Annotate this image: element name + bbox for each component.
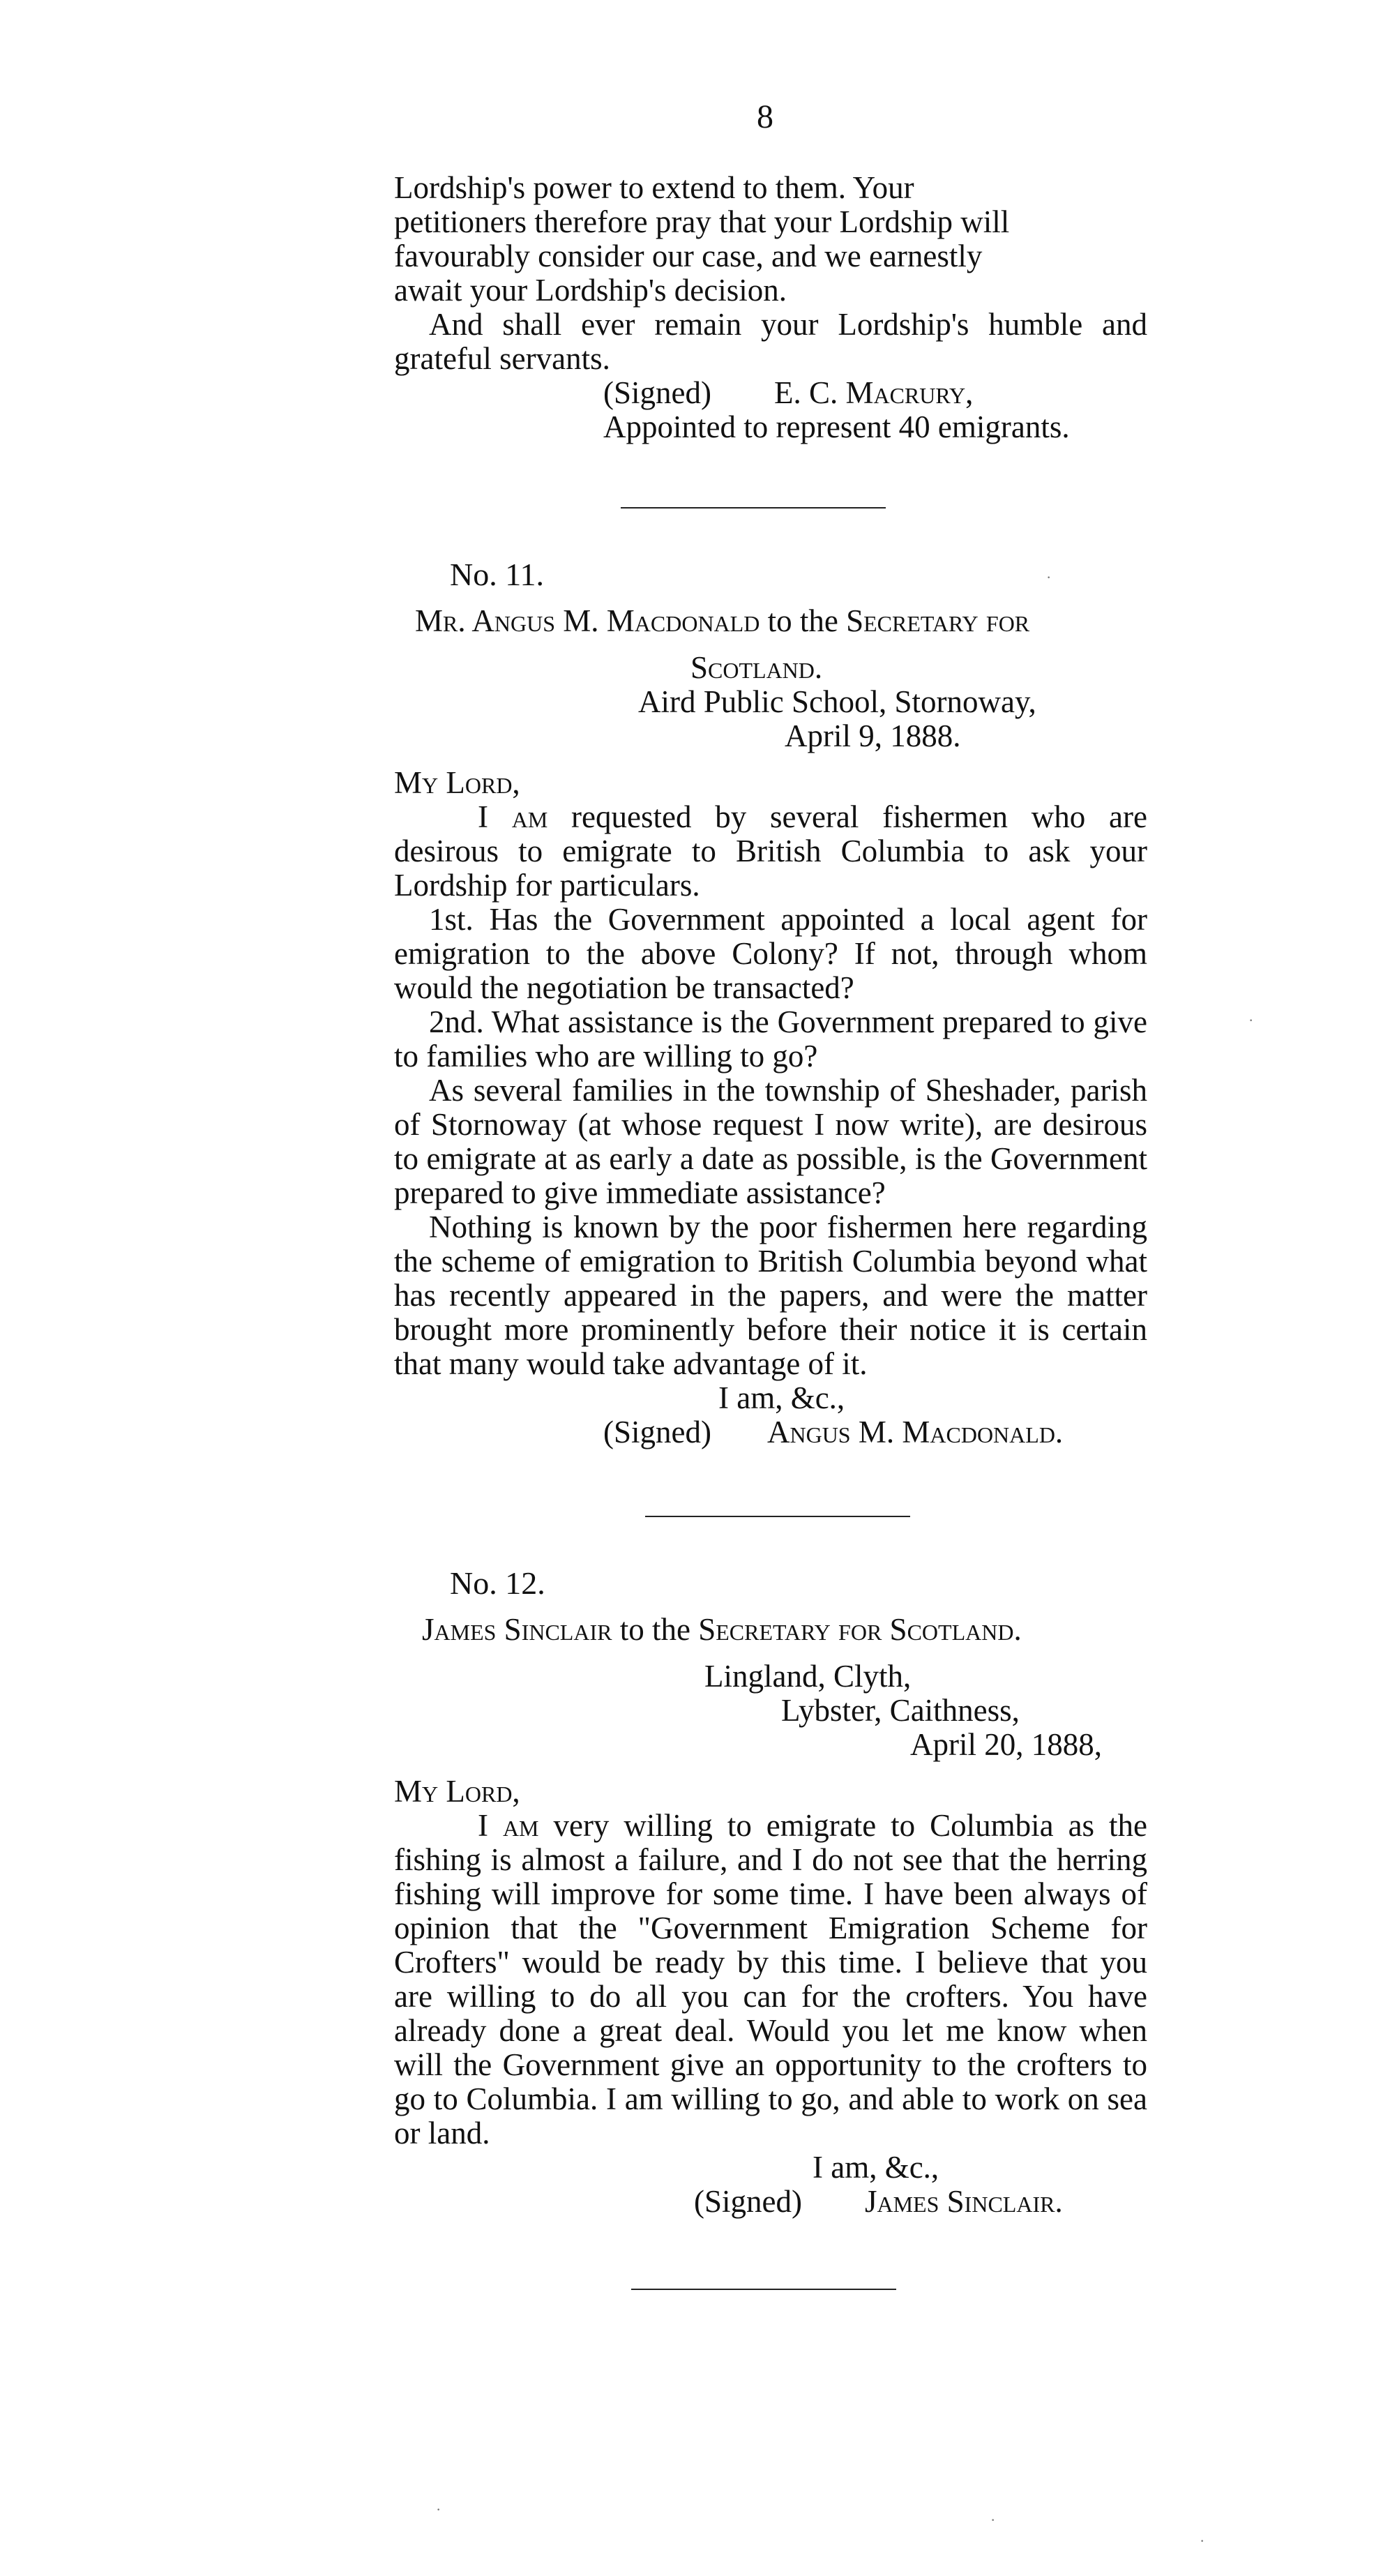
scan-speck: ·: [990, 2511, 996, 2529]
closing-line: I am, &c.,: [718, 1380, 845, 1415]
letter-date: April 20, 1888,: [910, 1727, 1102, 1762]
recipient-title: Secretary for: [846, 603, 1030, 638]
salutation: My Lord,: [394, 765, 520, 800]
body-paragraph: As several families in the township of Sheshader, parish of Stornoway (at whose request I now write), are desirous to emigrate at as early a date as possible, is the Government prepared to give immediate assistance?: [394, 1073, 1147, 1210]
signature-line: [394, 1415, 1147, 1449]
scan-speck: ·: [1046, 568, 1052, 586]
opening-words: I am: [478, 799, 548, 834]
sender-name: James Sinclair: [422, 1612, 612, 1647]
recipient-title: Secretary for Scotland.: [698, 1612, 1022, 1647]
paragraph-text: requested by several fishermen who are desirous to emigrate to British Columbia to ask your Lordship for particulars.: [394, 799, 1147, 903]
continuation-line: petitioners therefore pray that your Lordship will: [394, 204, 1010, 239]
paragraph-text: very willing to emigrate to Columbia as the fishing is almost a failure, and I do not see that the herring fishing will improve for some time. I have been always of opinion that the "Government Emigration Scheme for Crofters" would be ready by this time. I believe that you are willing to do all you can for the crofters. You have already done a great deal. Would you let me know when will the Government give an opportunity to the crofters to go to Columbia. I am willing to go, and able to work on sea or land.: [394, 1808, 1147, 2151]
letter-number: No. 11.: [450, 557, 545, 592]
letter-heading: [394, 604, 1147, 638]
letter-no-12: [394, 1566, 1147, 2219]
signer-name: E. C. Macrury,: [773, 375, 974, 410]
section-divider: [631, 2289, 896, 2290]
signed-label: (Signed): [694, 2184, 802, 2219]
heading-connector: to the: [760, 603, 847, 638]
body-paragraph: [394, 1809, 1147, 2151]
closing-line: I am, &c.,: [813, 2150, 939, 2185]
scan-speck: ·: [436, 2501, 441, 2518]
scan-speck: ·: [1248, 1011, 1254, 1029]
letter-heading: [394, 1613, 1147, 1647]
continuation-line: favourably consider our case, and we earnestly: [394, 239, 983, 273]
continuation-line: await your Lordship's decision.: [394, 273, 787, 308]
salutation: My Lord,: [394, 1774, 520, 1809]
body-paragraph: 1st. Has the Government appointed a local agent for emigration to the above Colony? If not, through whom would the negotiation be transacted?: [394, 902, 1147, 1005]
signer-name: Angus M. Macdonald.: [766, 1415, 1064, 1449]
sender-name: Mr. Angus M. Macdonald: [415, 603, 760, 638]
signer-name: James Sinclair.: [864, 2184, 1063, 2219]
scan-speck: ·: [1200, 2532, 1205, 2549]
letter-no-11: [394, 557, 1147, 1449]
section-divider: [645, 1516, 910, 1517]
signature-line: [394, 376, 1147, 410]
page-number: 8: [757, 98, 773, 135]
signed-label: (Signed): [603, 375, 711, 410]
letter-number: No. 12.: [450, 1565, 545, 1601]
section-divider: [621, 507, 886, 509]
opening-words: I am: [478, 1808, 539, 1843]
section-continuation: [394, 171, 1147, 444]
text-column: [394, 171, 1147, 2290]
sender-address: Lybster, Caithness,: [781, 1693, 1020, 1728]
sender-address: Lingland, Clyth,: [704, 1659, 912, 1694]
recipient-title-continued: Scotland.: [690, 650, 823, 685]
letter-date: April 9, 1888.: [785, 718, 961, 753]
body-paragraph: 2nd. What assistance is the Government prepared to give to families who are willing to go?: [394, 1004, 1147, 1074]
closing-paragraph: And shall ever remain your Lordship's humble and grateful servants.: [394, 307, 1147, 376]
sender-address: Aird Public School, Stornoway,: [638, 684, 1036, 719]
body-paragraph: [394, 800, 1147, 903]
body-paragraph: Nothing is known by the poor fishermen here regarding the scheme of emigration to British Columbia beyond what has recently appeared in the papers, and were the matter brought more prominently before their notice it is certain that many would take advantage of it.: [394, 1210, 1147, 1381]
appointed-note: Appointed to represent 40 emigrants.: [603, 409, 1070, 444]
heading-connector: to the: [612, 1612, 699, 1647]
signature-line: [394, 2185, 1147, 2219]
continuation-line: Lordship's power to extend to them. Your: [394, 170, 914, 205]
signed-label: (Signed): [603, 1415, 711, 1449]
